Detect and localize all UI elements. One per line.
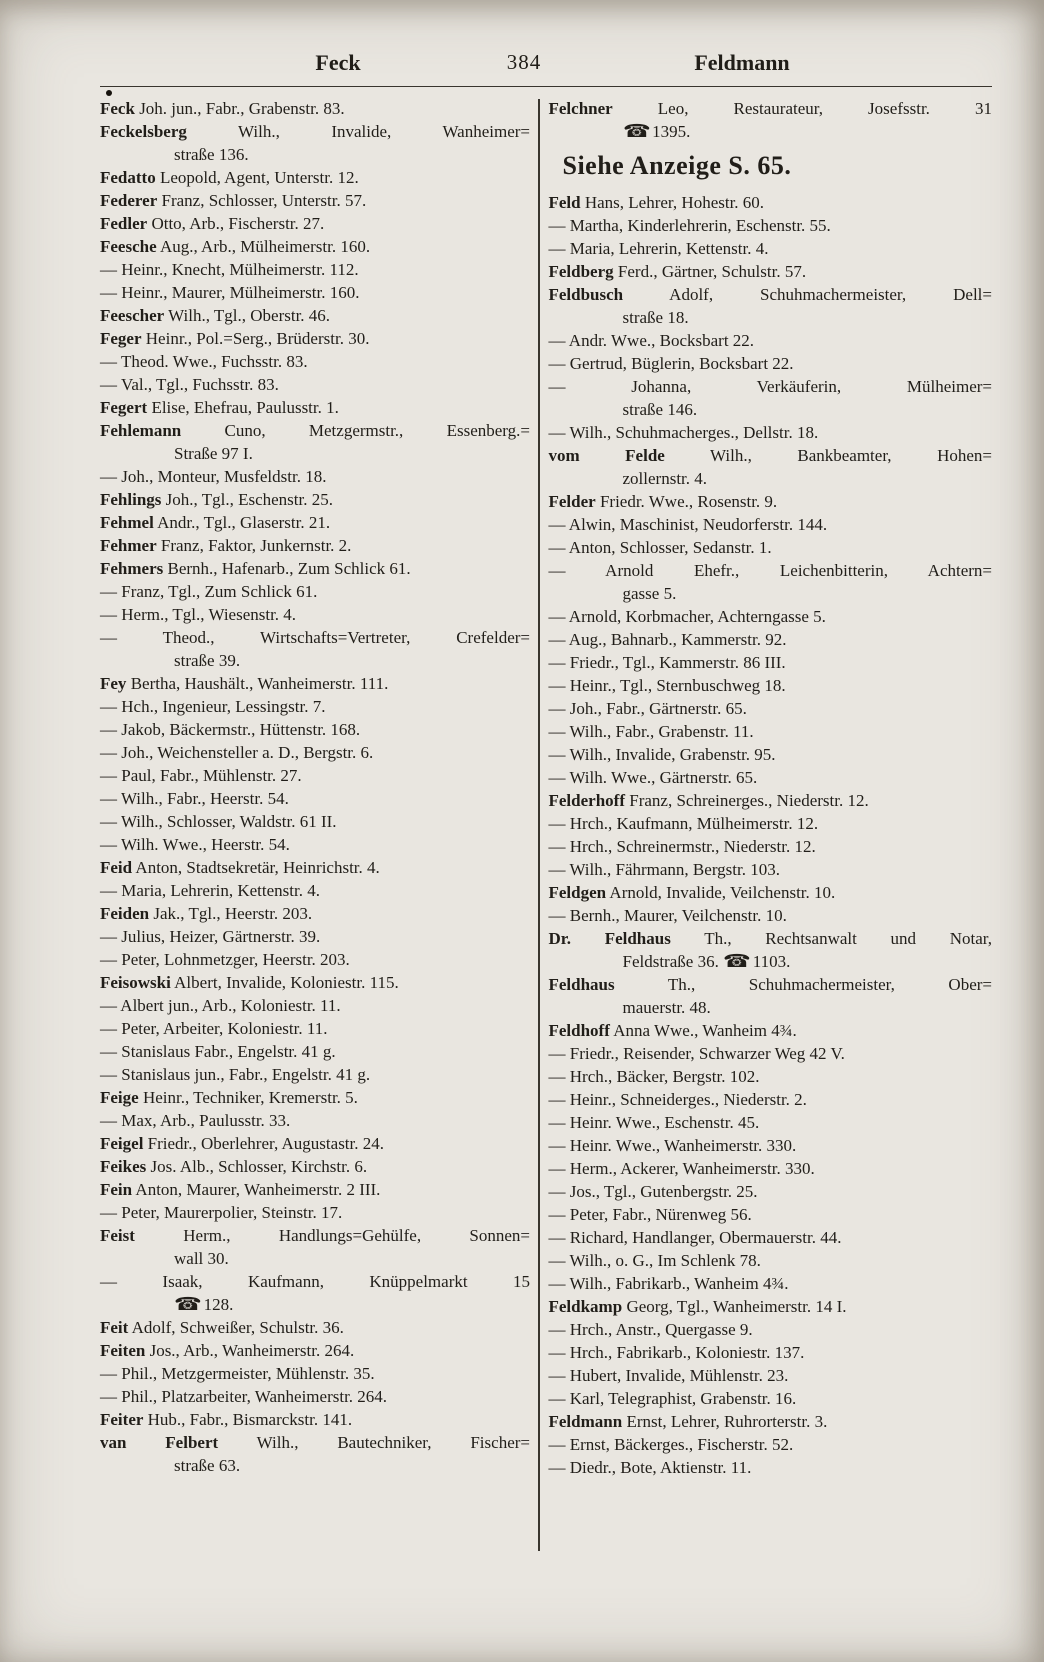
directory-entry [549,214,993,237]
directory-entry [100,833,530,856]
entry-line: — Gertrud, Büglerin, Bocksbart 22. [548,354,794,373]
entry-line: Straße 97 I. [174,444,253,463]
surname: Feiter [100,1410,144,1429]
entry-line: — Herm., Tgl., Wiesenstr. 4. [100,605,297,624]
entry-line: — Andr. Wwe., Bocksbart 22. [548,331,755,350]
directory-entry [100,718,530,741]
directory-entry [100,603,530,626]
surname: Feldhaus [548,975,615,994]
entry-line: Fehlemann Cuno, Metzgermstr., Essenberg.= [100,421,530,440]
directory-entry [549,904,993,927]
surname: Feescher [100,306,165,325]
directory-entry [549,789,993,812]
surname: Fey [100,674,127,693]
directory-entry [100,212,530,235]
entry-line: Fey Bertha, Haushält., Wanheimerstr. 111. [100,674,389,693]
directory-entry [100,557,530,580]
surname: Feldkamp [548,1297,623,1316]
directory-entry [100,1224,530,1270]
directory-entry [549,1364,993,1387]
entry-line: — Julius, Heizer, Gärtnerstr. 39. [100,927,321,946]
surname: Feldhoff [548,1021,610,1040]
directory-entry [100,879,530,902]
surname: Fehmers [100,559,164,578]
directory-entry [100,1063,530,1086]
entry-line: — Peter, Lohnmetzger, Heerstr. 203. [100,950,350,969]
surname: Feige [100,1088,139,1107]
surname: Feld [548,193,581,212]
page-number: 384 [506,50,542,74]
entry-line: Fehmel Andr., Tgl., Glaserstr. 21. [100,513,331,532]
entry-line: — Bernh., Maurer, Veilchenstr. 10. [548,906,787,925]
phone-icon: ☎ [174,1294,203,1315]
entry-line: — Hrch., Fabrikarb., Koloniestr. 137. [548,1343,805,1362]
directory-entry [549,283,993,329]
directory-entry [549,536,993,559]
entry-line: Fein Anton, Maurer, Wanheimerstr. 2 III. [100,1180,381,1199]
surname: Feesche [100,237,157,256]
directory-entry [100,488,530,511]
entry-line: Feld Hans, Lehrer, Hohestr. 60. [548,193,765,212]
entry-line: — Karl, Telegraphist, Grabenstr. 16. [548,1389,797,1408]
entry-line: — Phil., Platzarbeiter, Wanheimerstr. 264. [100,1387,388,1406]
entry-line: — Albert jun., Arb., Koloniestr. 11. [100,996,341,1015]
surname: Feit [100,1318,129,1337]
entry-line: — Ernst, Bäckerges., Fischerstr. 52. [548,1435,794,1454]
entry-line: — Wilh., Fabrikarb., Wanheim 4¾. [548,1274,789,1293]
directory-entry [100,1132,530,1155]
entry-line: Feige Heinr., Techniker, Kremerstr. 5. [100,1088,358,1107]
directory-entry [100,534,530,557]
directory-entry [549,191,993,214]
directory-entry [549,766,993,789]
surname: Feiten [100,1341,146,1360]
entry-line: — Wilh., o. G., Im Schlenk 78. [548,1251,761,1270]
directory-entry [549,720,993,743]
directory-entry [100,304,530,327]
right-column [549,97,993,1551]
directory-entry [100,971,530,994]
entry-line: — Isaak, Kaufmann, Knüppelmarkt 15 [100,1272,530,1291]
entry-line: — Wilh., Invalide, Grabenstr. 95. [548,745,776,764]
directory-entry [100,1201,530,1224]
directory-entry [549,352,993,375]
entry-line: Fedatto Leopold, Agent, Unterstr. 12. [100,168,359,187]
surname: Felder [548,492,596,511]
directory-entry [549,1272,993,1295]
surname: Fegert [100,398,148,417]
directory-entry [100,1362,530,1385]
directory-entry [100,1270,530,1316]
entry-line: — Joh., Fabr., Gärtnerstr. 65. [548,699,747,718]
left-column [100,97,530,1551]
directory-entry [100,948,530,971]
entry-line: — Richard, Handlanger, Obermauerstr. 44. [548,1228,842,1247]
directory-entry [100,672,530,695]
directory-entry [549,927,993,973]
entry-line: zollernstr. 4. [622,469,708,488]
entry-line: Fegert Elise, Ehefrau, Paulusstr. 1. [100,398,339,417]
entry-line: Feldkamp Georg, Tgl., Wanheimerstr. 14 I. [548,1297,847,1316]
entry-line: — Herm., Ackerer, Wanheimerstr. 330. [548,1159,815,1178]
directory-entry [100,120,530,166]
directory-entry [100,511,530,534]
entry-line: — Wilh., Schuhmacherges., Dellstr. 18. [548,423,819,442]
entry-line: Feck Joh. jun., Fabr., Grabenstr. 83. [100,99,345,118]
directory-entry [100,1040,530,1063]
directory-entry [100,695,530,718]
directory-entry [549,628,993,651]
directory-entry [549,1433,993,1456]
surname: Feiden [100,904,150,923]
entry-line: — Wilh. Wwe., Gärtnerstr. 65. [548,768,758,787]
directory-entry [549,1157,993,1180]
entry-line: — Hubert, Invalide, Mühlenstr. 23. [548,1366,789,1385]
surname: Fedler [100,214,148,233]
entry-line: — Arnold, Korbmacher, Achterngasse 5. [548,607,826,626]
directory-entry [549,1134,993,1157]
entry-line: Feisowski Albert, Invalide, Koloniestr. 115. [100,973,399,992]
directory-entry [100,1408,530,1431]
entry-line: Federer Franz, Schlosser, Unterstr. 57. [100,191,367,210]
entry-line: — Diedr., Bote, Aktienstr. 11. [548,1458,752,1477]
entry-line: — Friedr., Tgl., Kammerstr. 86 III. [548,653,786,672]
directory-entry [100,281,530,304]
entry-line: — Aug., Bahnarb., Kammerstr. 92. [548,630,787,649]
directory-entry [549,1042,993,1065]
directory-entry [549,375,993,421]
directory-entry [100,189,530,212]
entry-line: Feiden Jak., Tgl., Heerstr. 203. [100,904,313,923]
entry-line: gasse 5. [622,584,677,603]
entry-line: Fehlings Joh., Tgl., Eschenstr. 25. [100,490,333,509]
entry-line: Feldmann Ernst, Lehrer, Ruhrorterstr. 3. [548,1412,828,1431]
directory-page [100,50,992,1551]
directory-entry [549,1318,993,1341]
entry-line: — Peter, Fabr., Nürenweg 56. [548,1205,752,1224]
directory-entry [100,902,530,925]
phone-icon: ☎ [723,951,752,972]
entry-line: — Val., Tgl., Fuchsstr. 83. [100,375,279,394]
directory-entry [100,741,530,764]
surname: van Felbert [100,1433,219,1452]
entry-line: — Joh., Weichensteller a. D., Bergstr. 6. [100,743,374,762]
entry-line: — Wilh., Fabr., Grabenstr. 11. [548,722,754,741]
directory-entry [100,994,530,1017]
entry-line: ☎ 128. [174,1294,234,1315]
entry-line: — Peter, Arbeiter, Koloniestr. 11. [100,1019,328,1038]
entry-line: Feid Anton, Stadtsekretär, Heinrichstr. 4. [100,858,380,877]
entry-line: wall 30. [174,1249,229,1268]
entry-line: — Hrch., Kaufmann, Mülheimerstr. 12. [548,814,819,833]
surname: Feckelsberg [100,122,187,141]
directory-entry [549,835,993,858]
entry-line: — Heinr. Wwe., Wanheimerstr. 330. [548,1136,797,1155]
entry-line: — Hrch., Anstr., Quergasse 9. [548,1320,753,1339]
surname: Fehmel [100,513,154,532]
directory-entry [549,605,993,628]
directory-entry [549,329,993,352]
directory-entry [549,1065,993,1088]
entry-line: — Theod. Wwe., Fuchsstr. 83. [100,352,308,371]
entry-line: Feldhoff Anna Wwe., Wanheim 4¾. [548,1021,797,1040]
surname: Feikes [100,1157,147,1176]
surname: Feldbusch [548,285,624,304]
directory-entry [549,421,993,444]
directory-entry [549,697,993,720]
entry-line: — Joh., Monteur, Musfeldstr. 18. [100,467,327,486]
directory-entry [100,465,530,488]
surname: Feger [100,329,142,348]
entry-line: — Paul, Fabr., Mühlenstr. 27. [100,766,302,785]
directory-entry [100,1339,530,1362]
directory-entry [100,1385,530,1408]
header-rule [100,86,992,87]
directory-entry [549,1111,993,1134]
directory-entry [549,1410,993,1433]
directory-entry [100,925,530,948]
entry-line: Feist Herm., Handlungs=Gehülfe, Sonnen= [100,1226,530,1245]
directory-entry [100,97,530,120]
directory-entry [549,1456,993,1479]
directory-entry [549,651,993,674]
directory-entry [549,1387,993,1410]
directory-entry [100,1109,530,1132]
entry-line: straße 136. [174,145,249,164]
entry-line: — Friedr., Reisender, Schwarzer Weg 42 V. [548,1044,845,1063]
entry-line: ☎ 1395. [622,121,691,142]
entry-line: — Hrch., Bäcker, Bergstr. 102. [548,1067,760,1086]
directory-entry [100,327,530,350]
directory-entry [100,1155,530,1178]
directory-entry [100,1316,530,1339]
surname: Feldmann [548,1412,623,1431]
column-divider [538,99,540,1551]
entry-line: — Wilh., Fährmann, Bergstr. 103. [548,860,780,879]
directory-entry [100,373,530,396]
directory-entry [549,490,993,513]
directory-entry [100,764,530,787]
directory-entry [549,1019,993,1042]
entry-line: — Theod., Wirtschafts=Vertreter, Crefelder= [100,628,530,647]
entry-line: — Heinr. Wwe., Eschenstr. 45. [548,1113,760,1132]
directory-entry [549,1226,993,1249]
directory-entry [549,444,993,490]
entry-line: — Wilh. Wwe., Heerstr. 54. [100,835,290,854]
entry-line: — Stanislaus Fabr., Engelstr. 41 g. [100,1042,336,1061]
entry-line: Fehmer Franz, Faktor, Junkernstr. 2. [100,536,352,555]
directory-entry [549,1088,993,1111]
entry-line: vom Felde Wilh., Bankbeamter, Hohen= [548,446,992,465]
directory-entry [100,396,530,419]
entry-line: — Heinr., Maurer, Mülheimerstr. 160. [100,283,360,302]
surname: Felchner [548,99,613,118]
entry-line: Feldgen Arnold, Invalide, Veilchenstr. 10. [548,883,836,902]
entry-line: — Franz, Tgl., Zum Schlick 61. [100,582,318,601]
directory-entry [100,1017,530,1040]
entry-line: Feesche Aug., Arb., Mülheimerstr. 160. [100,237,371,256]
directory-entry [549,1249,993,1272]
entry-line: Feiter Hub., Fabr., Bismarckstr. 141. [100,1410,353,1429]
surname: Dr. Feldhaus [548,929,671,948]
entry-line: van Felbert Wilh., Bautechniker, Fischer= [100,1433,530,1452]
directory-entry [549,812,993,835]
directory-entry [549,513,993,536]
surname: Fehmer [100,536,157,555]
entry-line: Siehe Anzeige S. 65. [562,151,792,180]
entry-line: — Max, Arb., Paulusstr. 33. [100,1111,291,1130]
surname: Federer [100,191,158,210]
directory-entry [100,258,530,281]
entry-line: Feldhaus Th., Schuhmachermeister, Ober= [548,975,992,994]
entry-line: Feckelsberg Wilh., Invalide, Wanheimer= [100,122,530,141]
entry-line: — Heinr., Schneiderges., Niederstr. 2. [548,1090,807,1109]
directory-entry [100,235,530,258]
entry-line: Feldbusch Adolf, Schuhmachermeister, Dell= [548,285,992,304]
advert-notice [563,151,993,181]
entry-line: straße 39. [174,651,241,670]
entry-line: straße 146. [622,400,698,419]
entry-line: Felderhoff Franz, Schreinerges., Niederstr. 12. [548,791,869,810]
entry-line: Feescher Wilh., Tgl., Oberstr. 46. [100,306,331,325]
entry-line: — Arnold Ehefr., Leichenbitterin, Achtern= [548,561,992,580]
directory-entry [549,743,993,766]
entry-line: straße 63. [174,1456,241,1475]
directory-entry [549,559,993,605]
header-right-keyword: Feldmann [694,50,790,75]
entry-line: Felder Friedr. Wwe., Rosenstr. 9. [548,492,778,511]
entry-line: — Jos., Tgl., Gutenbergstr. 25. [548,1182,758,1201]
surname: Feid [100,858,133,877]
entry-line: Dr. Feldhaus Th., Rechtsanwalt und Notar, [548,929,992,948]
entry-line: Feikes Jos. Alb., Schlosser, Kirchstr. 6. [100,1157,368,1176]
surname: vom Felde [548,446,665,465]
directory-entry [549,881,993,904]
entry-line: — Anton, Schlosser, Sedanstr. 1. [548,538,772,557]
surname: Feigel [100,1134,144,1153]
entry-line: — Maria, Lehrerin, Kettenstr. 4. [100,881,320,900]
entry-line: — Wilh., Fabr., Heerstr. 54. [100,789,289,808]
directory-entry [100,626,530,672]
directory-entry [549,1341,993,1364]
directory-entry [100,419,530,465]
entry-line: Fehmers Bernh., Hafenarb., Zum Schlick 61. [100,559,411,578]
header-left-keyword: Feck [315,50,361,75]
surname: Feisowski [100,973,171,992]
directory-entry [100,1086,530,1109]
surname: Feist [100,1226,135,1245]
entry-line: Fedler Otto, Arb., Fischerstr. 27. [100,214,325,233]
entry-line: — Phil., Metzgermeister, Mühlenstr. 35. [100,1364,375,1383]
entry-line: — Peter, Maurerpolier, Steinstr. 17. [100,1203,343,1222]
entry-line: — Alwin, Maschinist, Neudorferstr. 144. [548,515,828,534]
entry-line: — Martha, Kinderlehrerin, Eschenstr. 55. [548,216,831,235]
directory-entry [100,166,530,189]
directory-entry [549,1180,993,1203]
entry-line: mauerstr. 48. [622,998,711,1017]
page-header [100,50,992,82]
surname: Fein [100,1180,133,1199]
entry-line: Feiten Jos., Arb., Wanheimerstr. 264. [100,1341,355,1360]
entry-line: Feldberg Ferd., Gärtner, Schulstr. 57. [548,262,807,281]
entry-line: — Heinr., Knecht, Mülheimerstr. 112. [100,260,359,279]
directory-entry [549,973,993,1019]
phone-icon: ☎ [622,121,651,142]
surname: Fehlings [100,490,162,509]
entry-line: — Heinr., Tgl., Sternbuschweg 18. [548,676,786,695]
directory-entry [549,260,993,283]
surname: Fedatto [100,168,156,187]
entry-line: — Jakob, Bäckermstr., Hüttenstr. 168. [100,720,361,739]
entry-line: Feger Heinr., Pol.=Serg., Brüderstr. 30. [100,329,370,348]
entry-line: — Johanna, Verkäuferin, Mülheimer= [548,377,992,396]
directory-entry [549,97,993,143]
surname: Felderhoff [548,791,625,810]
surname: Feldgen [548,883,607,902]
columns [100,97,992,1551]
directory-entry [100,810,530,833]
directory-entry [549,674,993,697]
directory-entry [100,1178,530,1201]
directory-entry [549,1295,993,1318]
directory-entry [549,1203,993,1226]
surname: Feck [100,99,135,118]
entry-line: Feldstraße 36. ☎ 1103. [622,951,791,972]
entry-line: — Maria, Lehrerin, Kettenstr. 4. [548,239,769,258]
entry-line: — Wilh., Schlosser, Waldstr. 61 II. [100,812,337,831]
entry-line: Feigel Friedr., Oberlehrer, Augustastr. 24. [100,1134,385,1153]
directory-entry [100,1431,530,1477]
directory-entry [100,787,530,810]
directory-entry [100,350,530,373]
directory-entry [549,858,993,881]
directory-entry [100,580,530,603]
entry-line: Feit Adolf, Schweißer, Schulstr. 36. [100,1318,344,1337]
entry-line: — Hrch., Schreinermstr., Niederstr. 12. [548,837,816,856]
surname: Feldberg [548,262,614,281]
entry-line: — Hch., Ingenieur, Lessingstr. 7. [100,697,326,716]
directory-entry [100,856,530,879]
entry-line: Felchner Leo, Restaurateur, Josefsstr. 31 [548,99,992,118]
entry-line: straße 18. [622,308,689,327]
surname: Fehlemann [100,421,182,440]
directory-entry [549,237,993,260]
entry-line: — Stanislaus jun., Fabr., Engelstr. 41 g. [100,1065,371,1084]
